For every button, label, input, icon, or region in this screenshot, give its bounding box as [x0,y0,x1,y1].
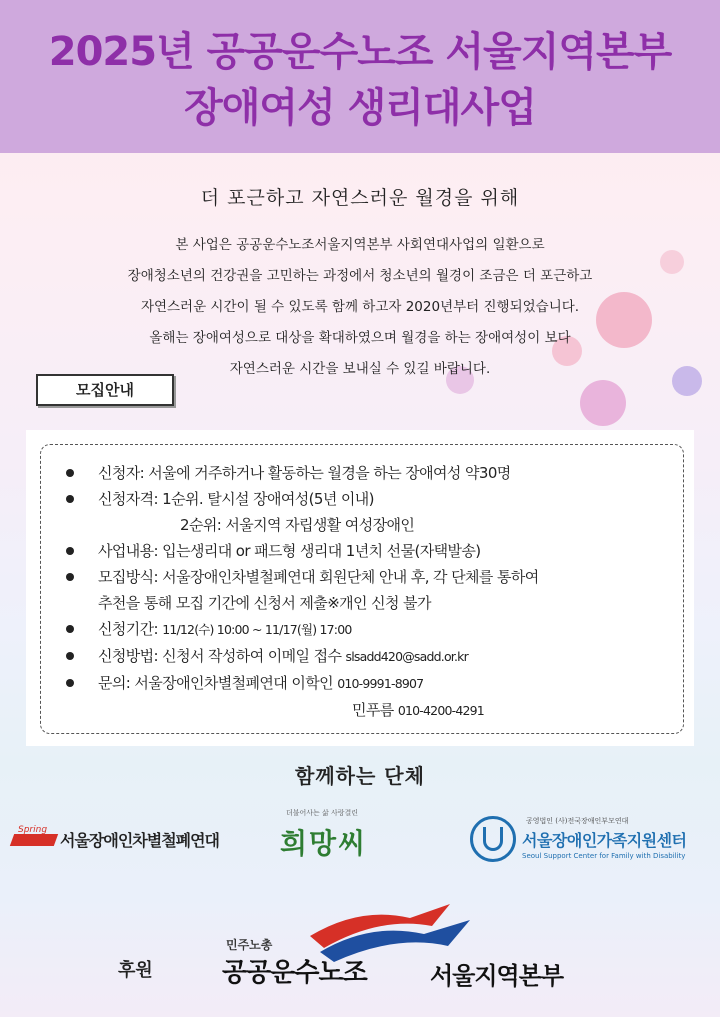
spring-mark-icon [10,834,58,846]
intro-line: 자연스러운 시간을 보내실 수 있길 바랍니다. [229,361,491,377]
recruit-tag: 모집안내 [36,374,174,406]
bullet-icon [66,625,74,633]
email-link[interactable]: slsadd420@sadd.or.kr [345,649,468,664]
intro-line: 장애청소년의 건강권을 고민하는 과정에서 청소년의 월경이 조금은 더 포근하고 [127,268,593,284]
intro-line: 올해는 장애여성으로 대상을 확대하였으며 월경을 하는 장애여성이 보다 [149,330,571,346]
subtitle: 더 포근하고 자연스러운 월경을 위해 [200,187,520,209]
phone-number: 010-4200-4291 [397,703,484,718]
title-line-1: 2025년 공공운수노조 서울지역본부 [48,29,672,75]
title-line-2: 장애여성 생리대사업 [184,85,536,131]
family-center-logo: 공영법인 (사)전국장애인부모연대 서울장애인가족지원센터 Seoul Support Center for Family with Disability [470,812,715,872]
list-item: 신청자격: 1순위. 탈시설 장애여성(5년 이내) 2순위: 서울지역 자립생활 여성장애인 [62,486,672,538]
list-item-continuation: 민푸름 010-4200-4291 [352,701,484,719]
intro-paragraph [60,230,660,385]
phone-number: 010-9991-8907 [337,676,424,691]
bullet-icon [66,495,74,503]
list-item-continuation: 2순위: 서울지역 자립생활 여성장애인 [180,516,415,534]
spring-logo: Spring 서울장애인차별철폐연대 [12,822,262,862]
list-item: 모집방식: 서울장애인차별철폐연대 회원단체 안내 후, 각 단체를 통하여 추천을 통해 모집 기간에 신청서 제출※개인 신청 불가 [62,564,672,616]
list-item: 사업내용: 입는생리대 or 패드형 생리대 1년치 선물(자택발송) [62,538,672,564]
bullet-icon [66,469,74,477]
bullet-icon [66,679,74,687]
blossom-decoration [580,380,626,426]
list-item: 신청방법: 신청서 작성하여 이메일 접수 slsadd420@sadd.or.kr [62,643,672,670]
bullet-icon [66,573,74,581]
list-item: 신청자: 서울에 거주하거나 활동하는 월경을 하는 장애여성 약30명 [62,460,672,486]
partners-title: 함께하는 단체 [295,764,425,788]
info-list [62,460,672,724]
intro-line: 자연스러운 시간이 될 수 있도록 함께 하고자 2020년부터 진행되었습니다. [140,299,580,315]
list-item: 문의: 서울장애인차별철폐연대 이학인 010-9991-8907 민푸름 010-4200-4291 [62,670,672,724]
family-emblem-icon [470,816,516,862]
list-item-continuation: 추천을 통해 모집 기간에 신청서 제출※개인 신청 불가 [98,594,431,612]
list-item: 신청기간: 11/12(수) 10:00 ~ 11/17(월) 17:00 [62,616,672,643]
bullet-icon [66,652,74,660]
blossom-decoration [660,250,684,274]
intro-line: 본 사업은 공공운수노조서울지역본부 사회연대사업의 일환으로 [175,237,545,253]
sponsor-label: 후원 [118,960,153,981]
hope-logo: 더불어사는 삶 사랑결린 희망씨 [280,809,368,860]
union-logo: 민주노총 공공운수노조 서울지역본부 [220,896,640,996]
bullet-icon [66,547,74,555]
blossom-decoration [672,366,702,396]
header-banner [0,0,720,153]
